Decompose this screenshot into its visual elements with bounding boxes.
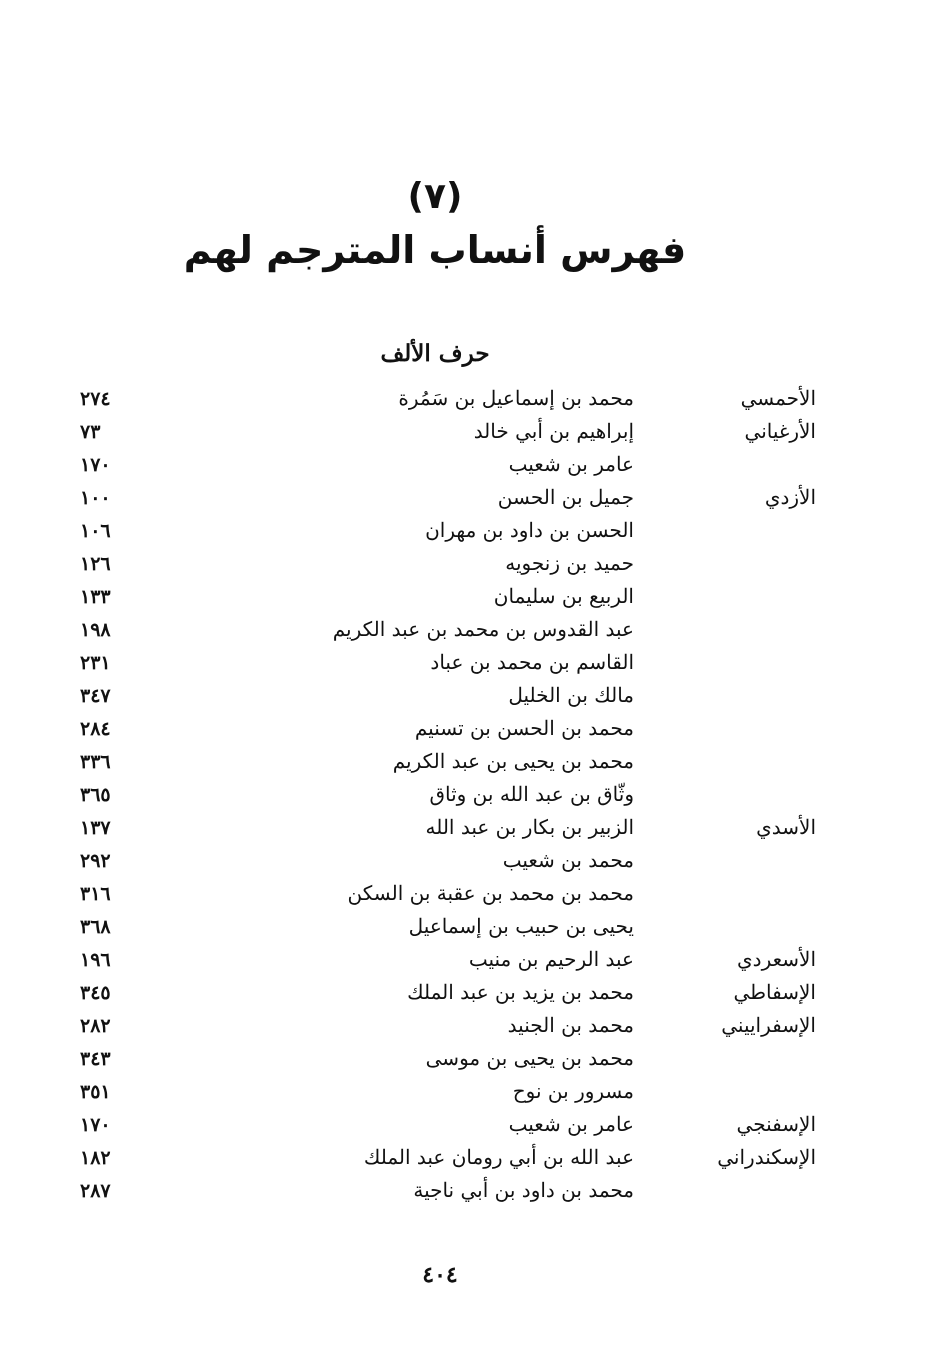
- entry-page-number: ٧٣: [80, 421, 101, 443]
- index-entry: [0, 1143, 932, 1176]
- entry-nisba: الأسعردي: [737, 947, 816, 971]
- entry-page-number: ١٢٦: [80, 553, 111, 575]
- entry-name: الربيع بن سليمان: [493, 584, 634, 608]
- entry-name: يحيى بن حبيب بن إسماعيل: [408, 914, 634, 938]
- entry-name: الزبير بن بكار بن عبد الله: [425, 815, 634, 839]
- index-entry: [0, 450, 932, 483]
- entry-nisba: الأحمسي: [740, 386, 816, 410]
- entry-page-number: ١٠٠: [80, 487, 111, 509]
- entry-name: القاسم بن محمد بن عباد: [430, 650, 634, 674]
- index-entry: [0, 780, 932, 813]
- index-entry-list: [0, 384, 932, 1244]
- entry-nisba: الإسفراييني: [721, 1013, 816, 1037]
- entry-name: محمد بن محمد بن عقبة بن السكن: [347, 881, 634, 905]
- index-entry: [0, 384, 932, 417]
- entry-name: محمد بن الجنيد: [507, 1013, 634, 1037]
- entry-page-number: ١٧٠: [80, 1114, 111, 1136]
- entry-nisba: الأزدي: [764, 485, 816, 509]
- entry-name: حميد بن زنجويه: [505, 551, 634, 575]
- entry-page-number: ٢٨٤: [80, 718, 111, 740]
- entry-page-number: ١٩٨: [80, 619, 111, 641]
- index-entry: [0, 1110, 932, 1143]
- entry-page-number: ٣٤٣: [80, 1048, 111, 1070]
- entry-name: محمد بن يزيد بن عبد الملك: [407, 980, 634, 1004]
- index-entry: [0, 615, 932, 648]
- index-entry: [0, 978, 932, 1011]
- entry-page-number: ٣٦٥: [80, 784, 111, 806]
- section-number: (٧): [407, 176, 463, 217]
- index-entry: [0, 813, 932, 846]
- entry-nisba: الإسفاطي: [733, 980, 816, 1004]
- entry-page-number: ٢٨٢: [80, 1015, 111, 1037]
- entry-page-number: ٢٣١: [80, 652, 111, 674]
- entry-name: عامر بن شعيب: [508, 452, 634, 476]
- entry-page-number: ٣٣٦: [80, 751, 111, 773]
- entry-page-number: ٣٤٥: [80, 982, 111, 1004]
- entry-name: محمد بن شعيب: [502, 848, 634, 872]
- index-entry: [0, 549, 932, 582]
- index-entry: [0, 483, 932, 516]
- index-title: فهرس أنساب المترجم لهم: [183, 228, 687, 272]
- index-entry: [0, 1077, 932, 1110]
- entry-name: عبد القدوس بن محمد بن عبد الكريم: [332, 617, 634, 641]
- index-entry: [0, 681, 932, 714]
- entry-page-number: ١٣٧: [80, 817, 111, 839]
- index-entry: [0, 582, 932, 615]
- index-entry: [0, 648, 932, 681]
- index-entry: [0, 714, 932, 747]
- entry-name: وثّاق بن عبد الله بن وثاق: [429, 782, 634, 806]
- entry-page-number: ٣٥١: [80, 1081, 111, 1103]
- entry-name: إبراهيم بن أبي خالد: [473, 419, 634, 443]
- index-entry: [0, 747, 932, 780]
- entry-page-number: ١٨٢: [80, 1147, 111, 1169]
- index-entry: [0, 1176, 932, 1209]
- entry-name: عبد الرحيم بن منيب: [468, 947, 634, 971]
- entry-page-number: ٣١٦: [80, 883, 111, 905]
- page-number: ٤٠٤: [422, 1262, 458, 1288]
- entry-name: جميل بن الحسن: [497, 485, 634, 509]
- entry-name: عامر بن شعيب: [508, 1112, 634, 1136]
- entry-name: الحسن بن داود بن مهران: [425, 518, 634, 542]
- index-entry: [0, 417, 932, 450]
- index-entry: [0, 516, 932, 549]
- entry-name: محمد بن يحيى بن موسى: [425, 1046, 634, 1070]
- entry-nisba: الأرغياني: [744, 419, 816, 443]
- entry-page-number: ٢٩٢: [80, 850, 111, 872]
- index-entry: [0, 846, 932, 879]
- entry-page-number: ٢٧٤: [80, 388, 111, 410]
- entry-name: محمد بن يحيى بن عبد الكريم: [392, 749, 634, 773]
- entry-name: مالك بن الخليل: [508, 683, 634, 707]
- entry-page-number: ١٣٣: [80, 586, 111, 608]
- index-entry: [0, 1044, 932, 1077]
- entry-page-number: ٣٤٧: [80, 685, 111, 707]
- entry-name: مسرور بن نوح: [512, 1079, 634, 1103]
- entry-page-number: ١٠٦: [80, 520, 111, 542]
- entry-nisba: الإسكندراني: [717, 1145, 816, 1169]
- entry-page-number: ١٧٠: [80, 454, 111, 476]
- entry-name: محمد بن إسماعيل بن سَمُرة: [398, 386, 634, 410]
- entry-page-number: ٣٦٨: [80, 916, 111, 938]
- index-entry: [0, 879, 932, 912]
- entry-page-number: ٢٨٧: [80, 1180, 111, 1202]
- index-entry: [0, 912, 932, 945]
- entry-nisba: الإسفنجي: [736, 1112, 816, 1136]
- entry-name: محمد بن داود بن أبي ناجية: [413, 1178, 634, 1202]
- index-entry: [0, 1011, 932, 1044]
- index-entry: [0, 945, 932, 978]
- entry-name: محمد بن الحسن بن تسنيم: [414, 716, 634, 740]
- entry-name: عبد الله بن أبي رومان عبد الملك: [363, 1145, 634, 1169]
- letter-heading: حرف الألف: [380, 340, 490, 367]
- entry-page-number: ١٩٦: [80, 949, 111, 971]
- entry-nisba: الأسدي: [756, 815, 816, 839]
